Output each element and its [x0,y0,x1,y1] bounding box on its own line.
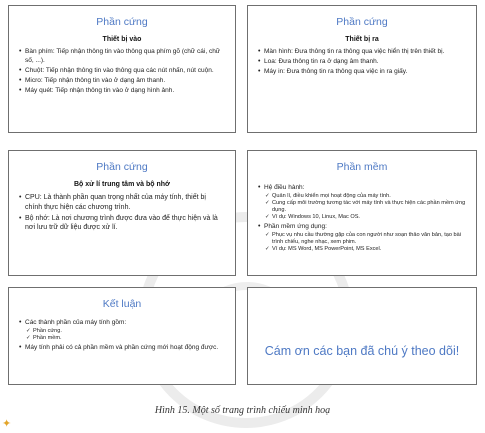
slide-hardware-cpu-memory [8,150,236,276]
sub-item: ✓ Phục vụ nhu cầu thường gặp của con người như soạn thảo văn bản, tạo bài trình chiếu, nghe nhạc, xem phim. [272,232,466,246]
bullet-item: • CPU: Là thành phần quan trọng nhất của máy tính, thiết bị chính thực hiện các chương trình. [25,193,225,212]
bullet-item: • Bàn phím: Tiếp nhận thông tin vào thông qua phím gõ (chữ cái, chữ số, ...). [25,48,225,65]
sub-item: ✓ Phần cứng. [33,328,225,335]
bullet-list [9,319,235,352]
sub-list [264,193,466,221]
group-label: Phần mềm ứng dụng: [264,222,327,230]
bullet-list [248,184,476,253]
sub-item: ✓ Quản lí, điều khiển mọi hoạt động của máy tính. [272,193,466,200]
slide-thank-you [247,287,477,385]
slide-title: Kết luận [102,298,142,310]
slide-hardware-output [247,5,477,133]
slide-title: Phần cứng [96,161,148,173]
sub-item: ✓ Cung cấp môi trường tương tác với máy tính và thực hiện các phần mềm ứng dụng. [272,200,466,214]
sub-item: ✓ Phần mềm. [33,335,225,342]
thank-you-message: Cám ơn các bạn đã chú ý theo dõi! [264,344,460,358]
bullet-item: • Máy in: Đưa thông tin ra thông qua việc in ra giấy. [264,68,466,77]
group-label: Hệ điều hành: [264,184,305,191]
sub-item: ✓ Ví dụ: Windows 10, Linux, Mac OS. [272,214,466,221]
sub-item: ✓ Ví dụ: MS Word, MS PowerPoint, MS Excel. [272,246,466,253]
slide-subtitle: Thiết bị vào [102,36,142,43]
slide-software [247,150,477,276]
slide-title: Phần cứng [96,16,148,28]
bullet-item [264,184,466,221]
bullet-item: • Micro: Tiếp nhận thông tin vào ở dạng âm thanh. [25,77,225,86]
bullet-list [248,48,476,77]
figure-caption: Hình 15. Một số trang trình chiếu minh hoạ [154,405,331,416]
slide-title: Phần mềm [336,161,388,173]
slide-hardware-input [8,5,236,133]
slide-conclusion [8,287,236,385]
bullet-list [9,193,235,233]
bullet-item: • Chuột: Tiếp nhận thông tin vào thông qua các nút nhấn, nút cuộn. [25,67,225,76]
group-label: Các thành phần của máy tính gồm: [25,319,127,326]
bullet-item: • Màn hình: Đưa thông tin ra thông qua việc hiển thị trên thiết bị. [264,48,466,57]
bullet-item: • Loa: Đưa thông tin ra ở dạng âm thanh. [264,58,466,67]
bullet-item: • Máy quét: Tiếp nhận thông tin vào ở dạng hình ảnh. [25,87,225,96]
sub-list [264,232,466,253]
sub-list [25,328,225,342]
bullet-list [9,48,235,95]
slide-subtitle: Bộ xử lí trung tâm và bộ nhớ [74,181,170,188]
corner-star-icon: ✦ [2,418,12,430]
bullet-item: • Máy tính phải có cả phần mềm và phần cứng mới hoạt động được. [25,344,225,353]
slide-subtitle: Thiết bị ra [345,36,379,43]
bullet-item [264,223,466,253]
bullet-item [25,319,225,342]
slide-title: Phần cứng [336,16,388,28]
bullet-item: • Bộ nhớ: Là nơi chương trình được đưa vào để thực hiện và là nơi lưu trữ dữ liệu được xử lí. [25,214,225,233]
